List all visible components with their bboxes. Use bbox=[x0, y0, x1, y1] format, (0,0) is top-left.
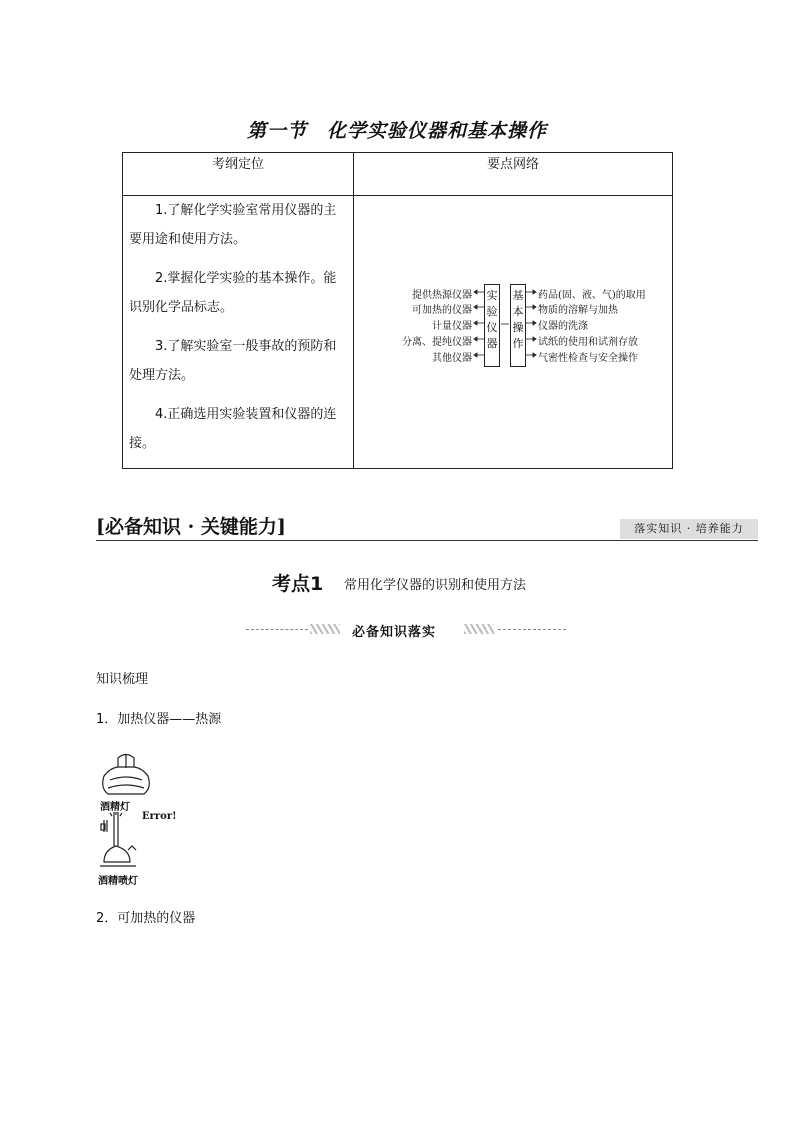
network-right-item: 仪器的洗涤 bbox=[538, 321, 588, 332]
objective-1: 1.了解化学实验室常用仪器的主要用途和使用方法。 bbox=[129, 203, 337, 247]
box-char: 实 bbox=[486, 289, 498, 302]
kaodian-label: 考点1 bbox=[272, 573, 324, 595]
para-zhishi-shuli: 知识梳理 bbox=[96, 672, 149, 687]
objective-3: 3.了解实验室一般事故的预防和处理方法。 bbox=[129, 339, 337, 383]
section-heading: [必备知识 · 关键能力] bbox=[96, 516, 286, 538]
divider-right bbox=[498, 629, 566, 630]
network-left-item: 提供热源仪器 bbox=[412, 290, 472, 301]
objectives-cell bbox=[123, 196, 354, 469]
box-shiyan-yiqi bbox=[484, 284, 500, 367]
network-right-item: 物质的溶解与加热 bbox=[538, 305, 618, 316]
section-tag: 落实知识 · 培养能力 bbox=[620, 519, 758, 539]
box-char: 本 bbox=[512, 305, 524, 318]
lamp-label: 酒精灯 bbox=[100, 802, 130, 813]
box-char: 操 bbox=[512, 321, 524, 334]
network-left-item: 计量仪器 bbox=[432, 321, 472, 332]
network-right-item: 气密性检查与安全操作 bbox=[538, 353, 638, 364]
para-heatable-instruments: 2．可加热的仪器 bbox=[96, 911, 196, 926]
objective-4: 4.正确选用实验装置和仪器的连接。 bbox=[129, 407, 337, 451]
kaodian-subtitle: 常用化学仪器的识别和使用方法 bbox=[344, 578, 527, 593]
network-cell bbox=[354, 196, 673, 469]
para-heating-instruments: 1．加热仪器——热源 bbox=[96, 712, 222, 727]
page-title: 第一节 化学实验仪器和基本操作 bbox=[246, 120, 547, 142]
outline-table bbox=[122, 152, 673, 469]
box-char: 基 bbox=[512, 289, 524, 302]
objective-2: 2.掌握化学实验的基本操作。能识别化学品标志。 bbox=[129, 271, 337, 315]
hatch-right bbox=[464, 624, 494, 634]
network-left-item: 分离、提纯仪器 bbox=[402, 337, 472, 348]
box-char: 验 bbox=[486, 305, 498, 318]
network-right-item: 试纸的使用和试剂存放 bbox=[538, 337, 638, 348]
network-arrows bbox=[472, 284, 542, 366]
header-network: 要点网络 bbox=[354, 153, 673, 196]
box-jiben-caozuo bbox=[510, 284, 526, 367]
bizhi-heading: 必备知识落实 bbox=[352, 625, 437, 640]
hatch-left bbox=[310, 624, 340, 634]
network-left-item: 可加热的仪器 bbox=[412, 305, 472, 316]
alcohol-lamp-icon bbox=[96, 750, 156, 798]
concept-network bbox=[354, 196, 672, 468]
blowtorch-label: 酒精喷灯 bbox=[98, 876, 138, 887]
box-char: 器 bbox=[486, 337, 498, 350]
box-char: 仪 bbox=[486, 321, 498, 334]
divider-left bbox=[246, 629, 308, 630]
network-right-item: 药品(固、液、气)的取用 bbox=[538, 290, 646, 301]
section-rule bbox=[96, 540, 758, 541]
error-text: Error! bbox=[142, 811, 177, 822]
box-char: 作 bbox=[512, 337, 524, 350]
network-left-item: 其他仪器 bbox=[432, 353, 472, 364]
header-kagang: 考纲定位 bbox=[123, 153, 354, 196]
alcohol-blowtorch-icon bbox=[96, 812, 146, 872]
